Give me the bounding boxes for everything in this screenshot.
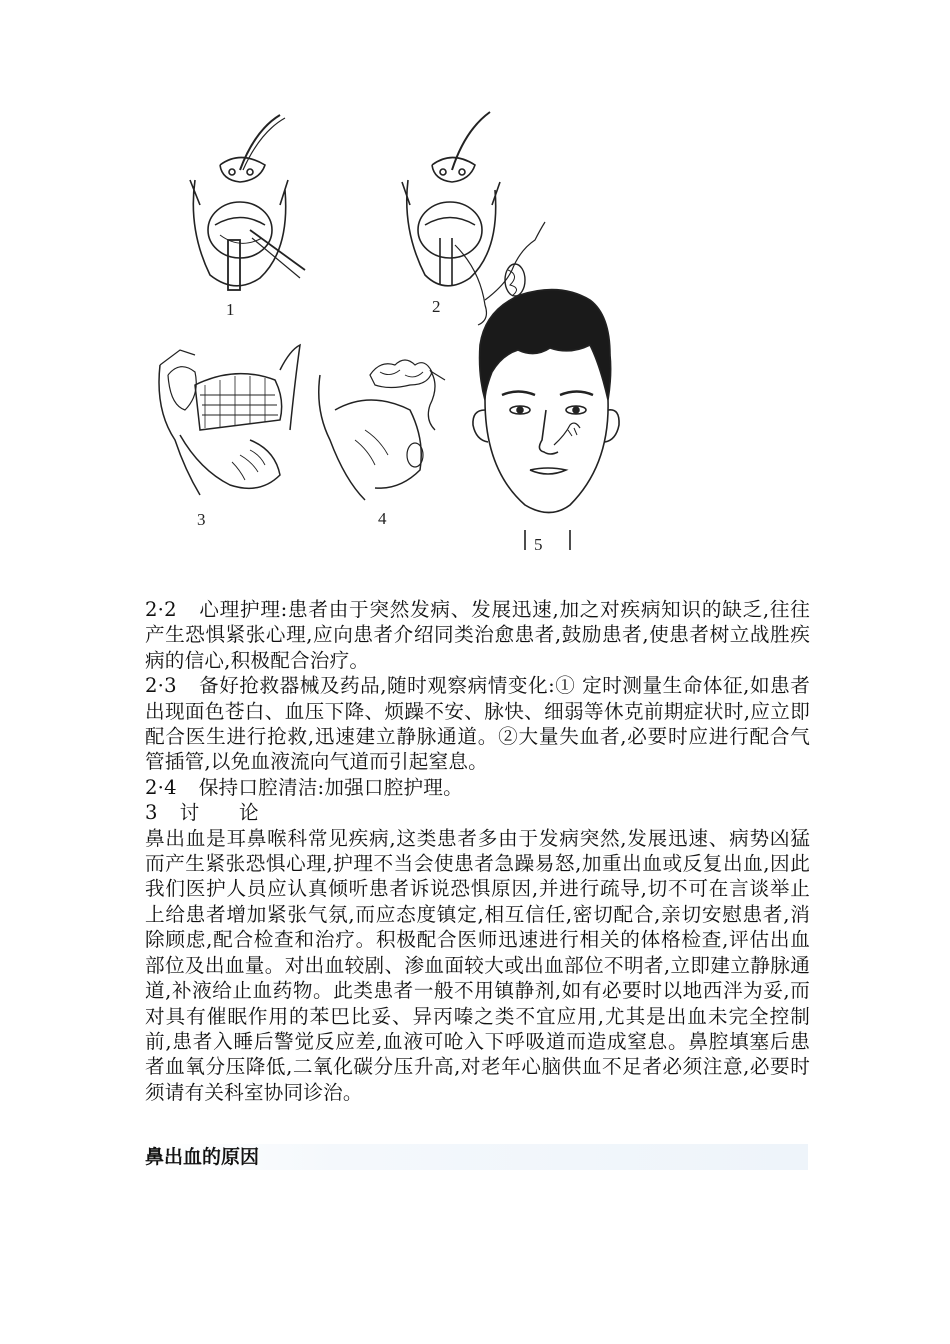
paragraph-text: 备好抢救器械及药品,随时观察病情变化:① 定时测量生命体征,如患者出现面色苍白、血压下降、烦躁不安、脉快、细弱等休克前期症状时,应立即配合医生进行抢救,迅速建立静脉通道。②大量失血者,必要时应进行配合气管插管,以免血液流向气道而引起窒息。 xyxy=(145,674,810,774)
paragraph-2-4 xyxy=(145,775,810,800)
panel-3-drawing xyxy=(159,345,300,495)
panel-5-drawing xyxy=(473,290,619,550)
section-number: 2·2 xyxy=(145,598,177,621)
panel-number-2: 2 xyxy=(432,297,441,316)
paragraph-text: 心理护理:患者由于突然发病、发展迅速,加之对疾病知识的缺乏,往往产生恐惧紧张心理,应向患者介绍同类治愈患者,鼓励患者,使患者树立战胜疾病的信心,积极配合治疗。 xyxy=(145,598,810,672)
section-number: 2·3 xyxy=(145,674,177,698)
article-body xyxy=(145,597,810,1105)
panel-number-4: 4 xyxy=(378,509,387,528)
section-number: 3 xyxy=(145,801,158,825)
paragraph-2-3 xyxy=(145,673,810,775)
discussion-heading xyxy=(145,800,810,825)
panel-4-drawing xyxy=(319,360,445,500)
paragraph-text: 保持口腔清洁:加强口腔护理。 xyxy=(198,775,463,799)
section-number: 2·4 xyxy=(145,775,177,799)
panel-2-drawing xyxy=(402,112,545,325)
panel-number-1: 1 xyxy=(226,300,235,319)
panel-1-drawing xyxy=(190,115,305,290)
illustration-svg xyxy=(140,110,810,580)
panel-number-3: 3 xyxy=(197,510,206,529)
paragraph-text: 鼻出血是耳鼻喉科常见疾病,这类患者多由于发病突然,发展迅速、病势凶猛而产生紧张恐惧心理,护理不当会使患者急躁易怒,加重出血或反复出血,因此我们医护人员应认真倾听患者诉说恐惧原因,并进行疏导,切不可在言谈举止上给患者增加紧张气氛,而应态度镇定,相互信任,密切配合,亲切安慰患者,消除顾虑,配合检查和治疗。积极配合医师迅速进行相关的体格检查,评估出血部位及出血量。对出血较剧、渗血面较大或出血部位不明者,立即建立静脉通道,补液给止血药物。此类患者一般不用镇静剂,如有必要时以地西泮为妥,而对具有催眠作用的苯巴比妥、异丙嗪之类不宜应用,尤其是出血未完全控制前,患者入睡后警觉反应差,血液可呛入下呼吸道而造成窒息。鼻腔填塞后患者血氧分压降低,二氧化碳分压升高,对老年心脑供血不足者必须注意,必要时须请有关科室协同诊治。 xyxy=(145,826,810,1104)
discussion-paragraph xyxy=(145,826,810,1105)
nasal-packing-illustration xyxy=(140,110,810,580)
section-heading: 鼻出血的原因 xyxy=(140,1144,808,1170)
paragraph-2-2 xyxy=(145,597,810,673)
panel-number-5: 5 xyxy=(534,535,543,554)
section-title: 讨 论 xyxy=(179,801,259,825)
